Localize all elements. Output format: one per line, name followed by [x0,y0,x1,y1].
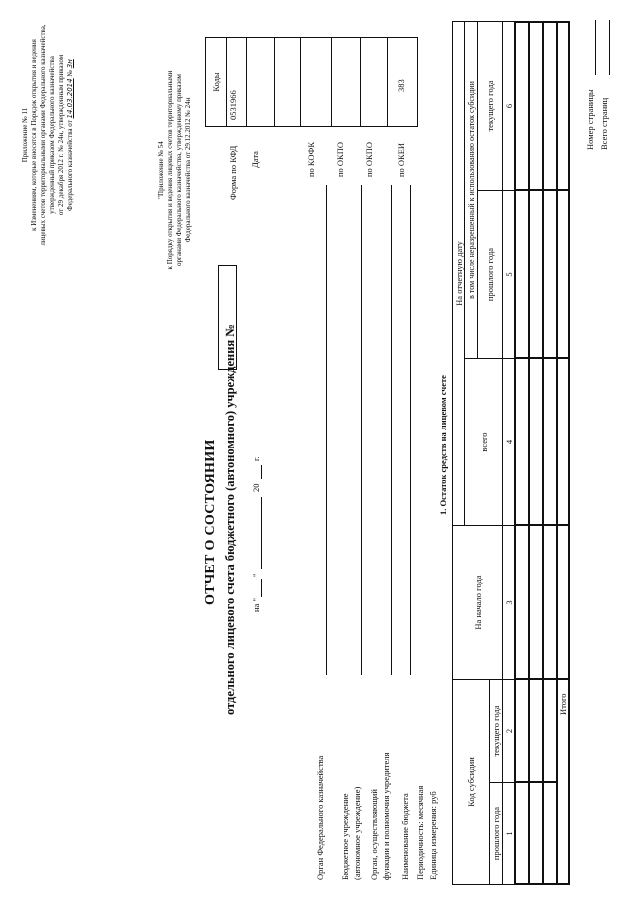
row-divider [556,21,558,885]
date-month-line [261,497,262,569]
codes-divider [331,37,332,127]
code-label: Форма по КФД [228,145,238,200]
date-prefix: на " [251,598,261,612]
handwritten-number: 3н [66,59,74,69]
col-num-text: 5 [503,272,514,277]
pages-total-label: Всего страниц [599,97,609,150]
header-note-line [66,20,75,250]
field-label: Орган, осуществляющий [369,789,379,880]
header-note-line: Приложение № 11 [21,107,29,163]
col-num-text: 6 [503,103,514,109]
field-label: функции и полномочия учредителя [381,752,391,880]
report-subtitle: отдельного лицевого счета бюджетного (автономного) учреждения № [223,324,237,715]
th-start-text: На начало года [472,575,483,630]
code-label: Дата [250,151,260,168]
th-total [464,358,503,526]
header-note-line: лицевых счетов территориальными органами Федерального казначейства, [39,24,47,246]
codes-box [226,37,418,127]
field-label: Единица измерения: руб [428,791,438,880]
col-divider [514,525,570,527]
col-num-text: 3 [503,600,514,605]
field-line [326,185,327,675]
report-title: ОТЧЕТ О СОСТОЯНИИ [203,439,218,605]
col-num-text: 2 [503,728,514,734]
th-code-prev-text: прошлого года [491,806,501,861]
code-label: по ОКЕИ [396,142,406,177]
page-number-label: Номер страницы [585,89,595,150]
th-unused-prev-text: прошлого года [485,247,495,302]
th-unused-text: в том числе неразрешенный к использованию остаток субсидии [466,81,476,299]
th-unused-cur-text: текущего года [485,80,495,132]
date-day-line [261,579,262,597]
total-label: Итого [558,693,568,715]
codes-divider [360,37,361,127]
field-label: Бюджетное учреждение [340,793,350,880]
appendix-note-line: "Приложение № 54 [157,141,165,199]
col-divider [514,679,570,681]
date-quote: " [251,573,261,577]
header-note-num-label: № [66,69,74,77]
row-divider [542,21,544,885]
th-code-prev [489,782,503,885]
th-total-text: всего [478,432,489,452]
field-label: (автономное учреждение) [352,786,362,880]
field-line [361,185,362,675]
date-year-line [261,465,262,479]
codes-divider [274,37,275,127]
appendix-note-line: органами Федерального казначейства, утвержденному приказом [175,74,183,267]
th-unused [464,21,478,359]
th-code-text: Код субсидии [466,757,476,807]
appendix-note [157,45,193,295]
codes-header [205,37,227,127]
pages-total-line [609,20,610,75]
header-note-line: утвержденный приказом Федерального казначейства [48,56,56,214]
col-divider [514,358,570,360]
codes-divider [387,37,388,127]
rotated-sheet [15,10,625,890]
th-report-date-text: На отчетную дату [453,241,464,306]
page-number-line [595,20,596,75]
field-label: Наименование бюджета [400,793,410,880]
appendix-note-line: Федерального казначейства от 29.12.2012 № 24н [184,97,192,243]
th-code-cur-text: текущего года [491,705,501,757]
row-divider [528,21,530,885]
date-suffix: г. [251,456,261,461]
th-unused-cur [477,21,503,191]
code-value: 383 [396,79,406,92]
code-value: 0531966 [228,90,238,120]
field-line [410,185,411,675]
th-unused-prev [477,190,503,359]
col-num-text: 4 [503,439,514,445]
account-number-box [218,265,237,370]
code-label: по КОФК [306,141,316,177]
handwritten-date: 14.03.2014 [66,78,74,119]
code-label: по ОКПО [335,141,345,177]
col-divider [514,782,557,784]
field-label: Периодичность: месячная [415,785,425,880]
th-code-cur [489,679,503,783]
codes-divider [300,37,301,127]
section-title: 1. Остаток средств на лицевом счете [438,375,448,515]
code-label: по ОКПО [364,141,374,177]
col-num-text: 1 [503,831,514,836]
field-label: Орган Федерального казначейства [315,755,325,880]
header-note [21,20,75,250]
appendix-note-line: к Порядку открытия и ведения лицевых счетов территориальными [166,70,174,270]
th-code [452,679,490,885]
header-note-line: к Изменениям, которые вносятся в Порядок открытия и ведения [30,39,38,231]
header-note-line: от 29 декабря 2012 г. № 24н, утвержденным приказом [57,54,65,216]
field-line [391,185,392,675]
date-year: 20 [251,483,261,492]
header-note-date-label: Федерального казначейства от [66,120,74,211]
th-start [452,525,503,680]
codes-divider [246,37,247,127]
col-divider [514,190,570,192]
codes-header-text: Коды [211,72,221,92]
